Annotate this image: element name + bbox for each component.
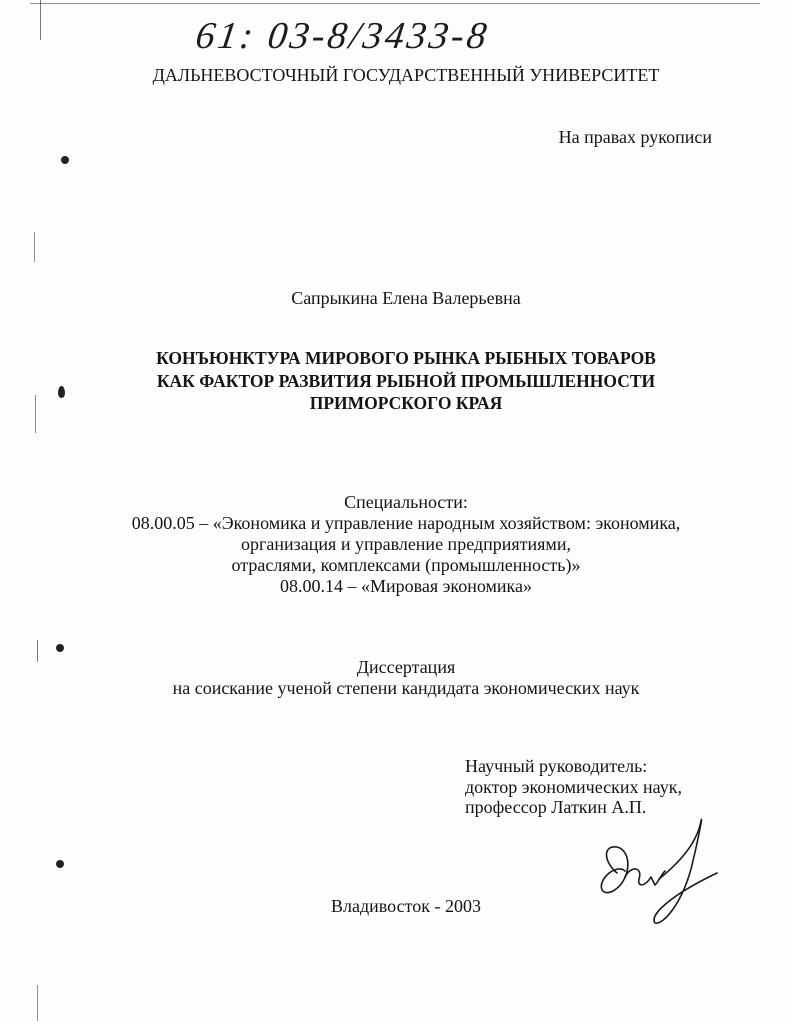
scan-edge-line [37,985,38,1021]
dissertation-block [20,657,792,698]
specialties-heading: Специальности: [344,492,468,512]
author-name: Сапрыкина Елена Валерьевна [291,288,521,308]
scan-edge-line [34,232,35,262]
supervisor-degree: доктор экономических наук, [465,776,682,797]
dissertation-type: Диссертация [356,657,456,677]
supervisor-name: профессор Латкин А.П. [465,797,647,817]
university-name: ДАЛЬНЕВОСТОЧНЫЙ ГОСУДАРСТВЕННЫЙ УНИВЕРСИТЕТ [152,65,660,85]
manuscript-note: На правах рукописи [558,127,712,147]
supervisor-block [465,756,682,818]
specialty-line: отраслями, комплексами (промышленность)» [231,555,581,575]
punch-hole-dot [56,644,64,652]
title-line: КОНЪЮНКТУРА МИРОВОГО РЫНКА РЫБНЫХ ТОВАРОВ [156,348,656,368]
scan-edge-line [30,3,760,4]
punch-hole-dot [56,860,64,868]
catalog-number-handwritten: 61: 03-8/3433-8 [193,15,492,57]
dissertation-title [20,347,792,415]
supervisor-label: Научный руководитель: [465,756,648,776]
scan-edge-line [40,0,41,40]
dissertation-degree: на соискание ученой степени кандидата экономических наук [172,677,640,698]
specialty-line: организация и управление предприятиями, [241,534,571,554]
title-line: ПРИМОРСКОГО КРАЯ [309,393,503,413]
specialty-line: 08.00.05 – «Экономика и управление народным хозяйством: экономика, [131,513,681,533]
specialties-block [20,492,792,597]
title-line: КАК ФАКТОР РАЗВИТИЯ РЫБНОЙ ПРОМЫШЛЕННОСТИ [156,370,656,391]
punch-hole-dot [61,156,69,164]
specialty-line: 08.00.14 – «Мировая экономика» [280,576,532,596]
city-year: Владивосток - 2003 [331,896,481,916]
